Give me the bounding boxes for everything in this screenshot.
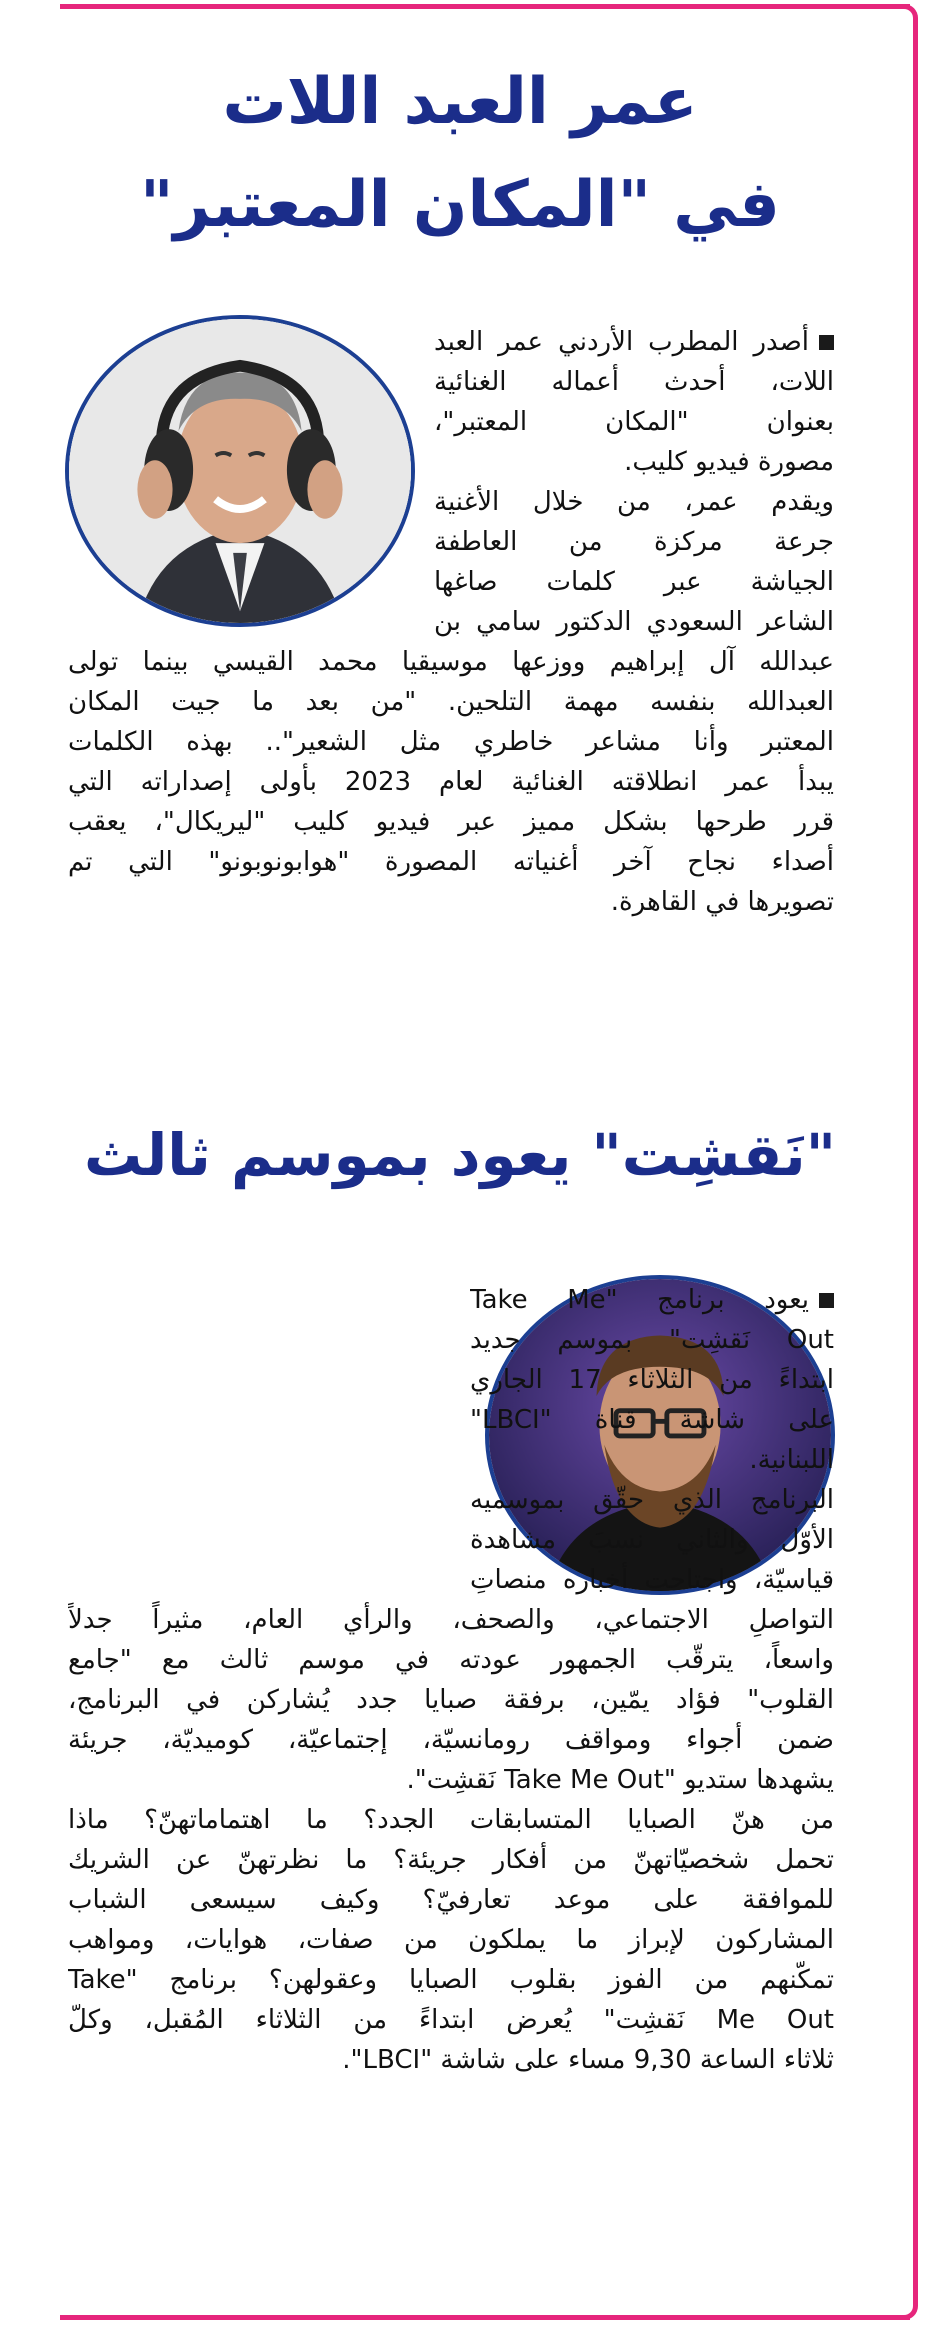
article2-line: Me Out نَقشِت" يُعرض ابتداءً من الثلاثاء المُقبل، وكلّ [68,2005,834,2035]
article2-line: Out نَقشِت" بموسم جديد [470,1325,834,1355]
article2-line: على شاشة قناة "LBCI" [470,1405,834,1435]
article1-line: يبدأ عمر انطلاقته الغنائية لعام 2023 بأولى إصداراته التي [68,767,834,797]
article1-photo [65,315,415,627]
article1-line: اللات، أحدث أعماله الغنائية [434,367,834,397]
article1-headline-line1: عمر العبد اللات [222,65,698,139]
article2-line: من هنّ الصبايا المتسابقات الجدد؟ ما اهتماماتهنّ؟ ماذا [68,1805,834,1835]
article1-line: بعنوان "المكان المعتبر"، [434,407,834,437]
article2-line: للموافقة على موعد تعارفيّ؟ وكيف سيسعى الشباب [68,1885,834,1915]
frame-right-border [904,4,918,2320]
bullet-square-icon [819,335,834,350]
article1-line: مصورة فيديو كليب. [624,447,834,477]
frame-top-border [60,4,910,9]
article2-line: يشهدها ستديو "Take Me Out نَقشِت". [406,1765,834,1795]
article2-headline: "نَقشِت" يعود بموسم ثالث [84,1121,836,1189]
article1-line: جرعة مركزة من العاطفة [434,527,834,557]
article2-line: واسعاً، يترقّب الجمهور عودته في موسم ثالث مع "جامع [68,1645,834,1675]
article2-line: البرنامج الذي حقّق بموسميه [470,1485,834,1515]
bullet-square-icon [819,1293,834,1308]
article1-line: أصداء نجاح آخر أغنياته المصورة "هوابونوبونو" التي تم [68,847,834,877]
article2-line: تحمل شخصيّاتهنّ من أفكار جريئة؟ ما نظرتهنّ عن الشريك [68,1845,834,1875]
article1-line: تصويرها في القاهرة. [610,887,834,917]
article1-line: قرر طرحها بشكل مميز عبر فيديو كليب "ليريكال"، يعقب [68,807,834,837]
article1-line: أصدر المطرب الأردني عمر العبد [434,322,834,362]
article2-line: ابتداءً من الثلاثاء 17 الجاري [470,1365,834,1395]
article1-headline-line2: في "المكان المعتبر" [140,168,780,242]
article2-line: ثلاثاء الساعة 9,30 مساء على شاشة "LBCI". [342,2045,834,2075]
article2-line: ضمن أجواء ومواقف رومانسيّة، إجتماعيّة، كوميديّة، جريئة [68,1725,834,1755]
article1-line: العبدالله بنفسه مهمة التلحين. "من بعد ما جيت المكان [68,687,834,717]
singer-portrait-icon [69,319,411,623]
article2-line: التواصلِ الاجتماعي، والصحف، والرأي العام، مثيراً جدلاً [68,1605,834,1635]
article2-line: اللبنانية. [749,1445,834,1475]
article1-line: ويقدم عمر، من خلال الأغنية [434,487,834,517]
article1-line: عبدالله آل إبراهيم ووزعها موسيقيا محمد القيسي بينما تولى [68,647,834,677]
article2-line: قياسيّة، واجتاحت أخباره منصاتِ [470,1565,834,1595]
article2-line: تمكّنهم من الفوز بقلوب الصبايا وعقولهن؟ برنامج "Take [68,1965,834,1995]
article1-line: المعتبر وأنا مشاعر خاطري مثل الشعير".. بهذه الكلمات [68,727,834,757]
article1-line: الجياشة عبر كلمات صاغها [434,567,834,597]
article2-line: يعود برنامج "Take Me [470,1280,834,1320]
article1-line: الشاعر السعودي الدكتور سامي بن [434,607,834,637]
article2-line: القلوب" فؤاد يمّين، برفقة صبايا جدد يُشاركن في البرنامج، [68,1685,834,1715]
article2-line: المشاركون لإبراز ما يملكون من صفات، هوايات، ومواهب [68,1925,834,1955]
article2-line: الأوّل والثاني نسبَ مشاهدة [470,1525,834,1555]
frame-bottom-border [60,2315,910,2320]
